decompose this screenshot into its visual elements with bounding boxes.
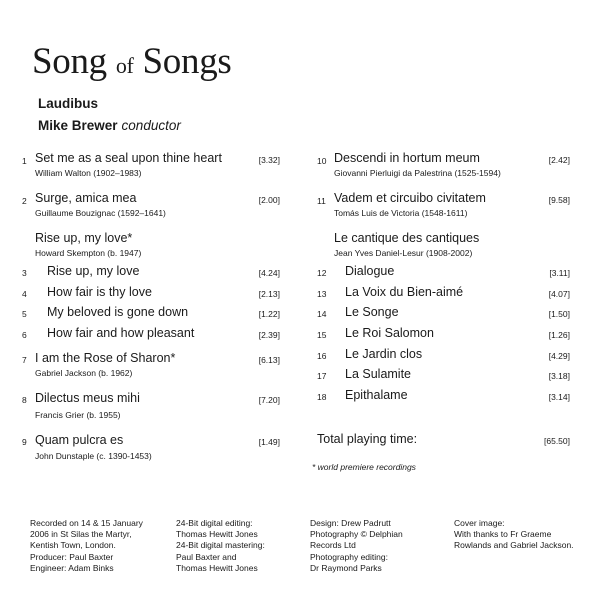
credit-line: 24-Bit digital mastering:: [176, 540, 265, 551]
track-composer: Francis Grier (b. 1955): [35, 410, 121, 420]
track-number: 17: [317, 371, 327, 381]
track-duration: [4.29]: [548, 351, 570, 361]
track-number: 16: [317, 351, 327, 361]
conductor-line: [38, 118, 181, 133]
conductor-role: conductor: [121, 118, 181, 133]
track-number: 6: [22, 330, 27, 340]
track-duration: [1.50]: [548, 309, 570, 319]
track-duration: [2.39]: [258, 330, 280, 340]
credit-line: Thomas Hewitt Jones: [176, 562, 258, 573]
track-composer: John Dunstaple (c. 1390-1453): [35, 451, 152, 461]
track-duration: [1.49]: [258, 437, 280, 447]
track-number: 10: [317, 156, 327, 166]
credit-line: Kentish Town, London.: [30, 540, 116, 551]
credit-line: Engineer: Adam Binks: [30, 562, 114, 573]
premiere-note: * world premiere recordings: [312, 462, 416, 472]
track-title: Le Jardin clos: [345, 347, 423, 361]
title-part-songs: Songs: [142, 41, 232, 82]
track-duration: [1.26]: [548, 330, 570, 340]
credit-line: Design: Drew Padrutt: [310, 518, 391, 528]
credit-line: 2006 in St Silas the Martyr,: [30, 529, 132, 540]
track-title: Rise up, my love: [47, 264, 140, 278]
work-group-composer: Jean Yves Daniel-Lesur (1908-2002): [334, 248, 473, 258]
credit-line: Paul Baxter and: [176, 551, 237, 562]
track-number: 9: [22, 437, 27, 447]
track-title: How fair and how pleasant: [47, 326, 195, 340]
track-title: Surge, amica mea: [35, 191, 137, 205]
credit-line: Producer: Paul Baxter: [30, 551, 114, 562]
track-title: How fair is thy love: [47, 285, 152, 299]
track-title: La Voix du Bien-aimé: [345, 285, 464, 299]
title-part-of: of: [115, 53, 134, 78]
credits-design: [310, 518, 403, 574]
track-duration: [3.14]: [548, 392, 570, 402]
credits-cover: [454, 518, 574, 552]
track-number: 15: [317, 330, 327, 340]
track-composer: Gabriel Jackson (b. 1962): [35, 368, 133, 378]
track-number: 3: [22, 268, 27, 278]
total-playing-time-label: Total playing time:: [317, 432, 418, 446]
track-duration: [3.32]: [258, 155, 280, 165]
track-duration: [3.11]: [549, 268, 570, 278]
track-title: Le Songe: [345, 305, 399, 319]
work-group-title: Le cantique des cantiques: [334, 231, 480, 245]
track-number: 5: [22, 309, 27, 319]
credit-line: 24-Bit digital editing:: [176, 518, 253, 528]
credit-line: Thomas Hewitt Jones: [176, 529, 258, 540]
track-title: Descendi in hortum meum: [334, 151, 480, 165]
track-number: 1: [22, 156, 27, 166]
track-number: 4: [22, 289, 27, 299]
track-title: My beloved is gone down: [47, 305, 189, 319]
track-composer: Guillaume Bouzignac (1592–1641): [35, 208, 166, 218]
track-title: Epithalame: [345, 388, 408, 402]
ensemble-name: Laudibus: [38, 96, 98, 111]
album-title: [32, 40, 232, 83]
track-title: Le Roi Salomon: [345, 326, 434, 340]
credit-line: Recorded on 14 & 15 January: [30, 518, 143, 528]
track-number: 13: [317, 289, 327, 299]
track-number: 7: [22, 355, 27, 365]
track-duration: [3.18]: [548, 371, 570, 381]
track-number: 18: [317, 392, 327, 402]
credit-line: Cover image:: [454, 518, 505, 528]
credit-line: Rowlands and Gabriel Jackson.: [454, 540, 574, 551]
track-number: 2: [22, 196, 27, 206]
credit-line: Dr Raymond Parks: [310, 562, 382, 573]
track-title: Quam pulcra es: [35, 433, 124, 447]
track-title: Set me as a seal upon thine heart: [35, 151, 222, 165]
track-duration: [2.42]: [548, 155, 570, 165]
conductor-name: Mike Brewer: [38, 118, 118, 133]
track-composer: Tomás Luis de Victoria (1548-1611): [334, 208, 468, 218]
track-duration: [7.20]: [258, 395, 280, 405]
credit-line: Photography editing:: [310, 551, 388, 562]
track-title: Dilectus meus mihi: [35, 391, 140, 405]
track-duration: [6.13]: [258, 355, 280, 365]
track-duration: [4.24]: [258, 268, 280, 278]
track-number: 11: [317, 196, 326, 206]
track-number: 14: [317, 309, 327, 319]
credits-recording: [30, 518, 143, 574]
track-title: I am the Rose of Sharon*: [35, 351, 176, 365]
track-duration: [1.22]: [258, 309, 280, 319]
work-group-composer: Howard Skempton (b. 1947): [35, 248, 142, 258]
credit-line: Photography © Delphian: [310, 529, 403, 540]
track-duration: [4.07]: [548, 289, 570, 299]
work-group-title: Rise up, my love*: [35, 231, 133, 245]
title-part-song: Song: [32, 41, 107, 82]
track-number: 8: [22, 395, 27, 405]
credit-line: Records Ltd: [310, 540, 356, 551]
track-duration: [9.58]: [548, 195, 570, 205]
track-title: Dialogue: [345, 264, 395, 278]
track-duration: [2.13]: [258, 289, 280, 299]
credits-editing: [176, 518, 265, 574]
credit-line: With thanks to Fr Graeme: [454, 529, 552, 540]
track-composer: William Walton (1902–1983): [35, 168, 142, 178]
track-number: 12: [317, 268, 327, 278]
track-composer: Giovanni Pierluigi da Palestrina (1525-1594): [334, 168, 501, 178]
track-title: La Sulamite: [345, 367, 412, 381]
track-title: Vadem et circuibo civitatem: [334, 191, 486, 205]
track-duration: [2.00]: [258, 195, 280, 205]
total-playing-time-duration: [65.50]: [544, 436, 570, 446]
